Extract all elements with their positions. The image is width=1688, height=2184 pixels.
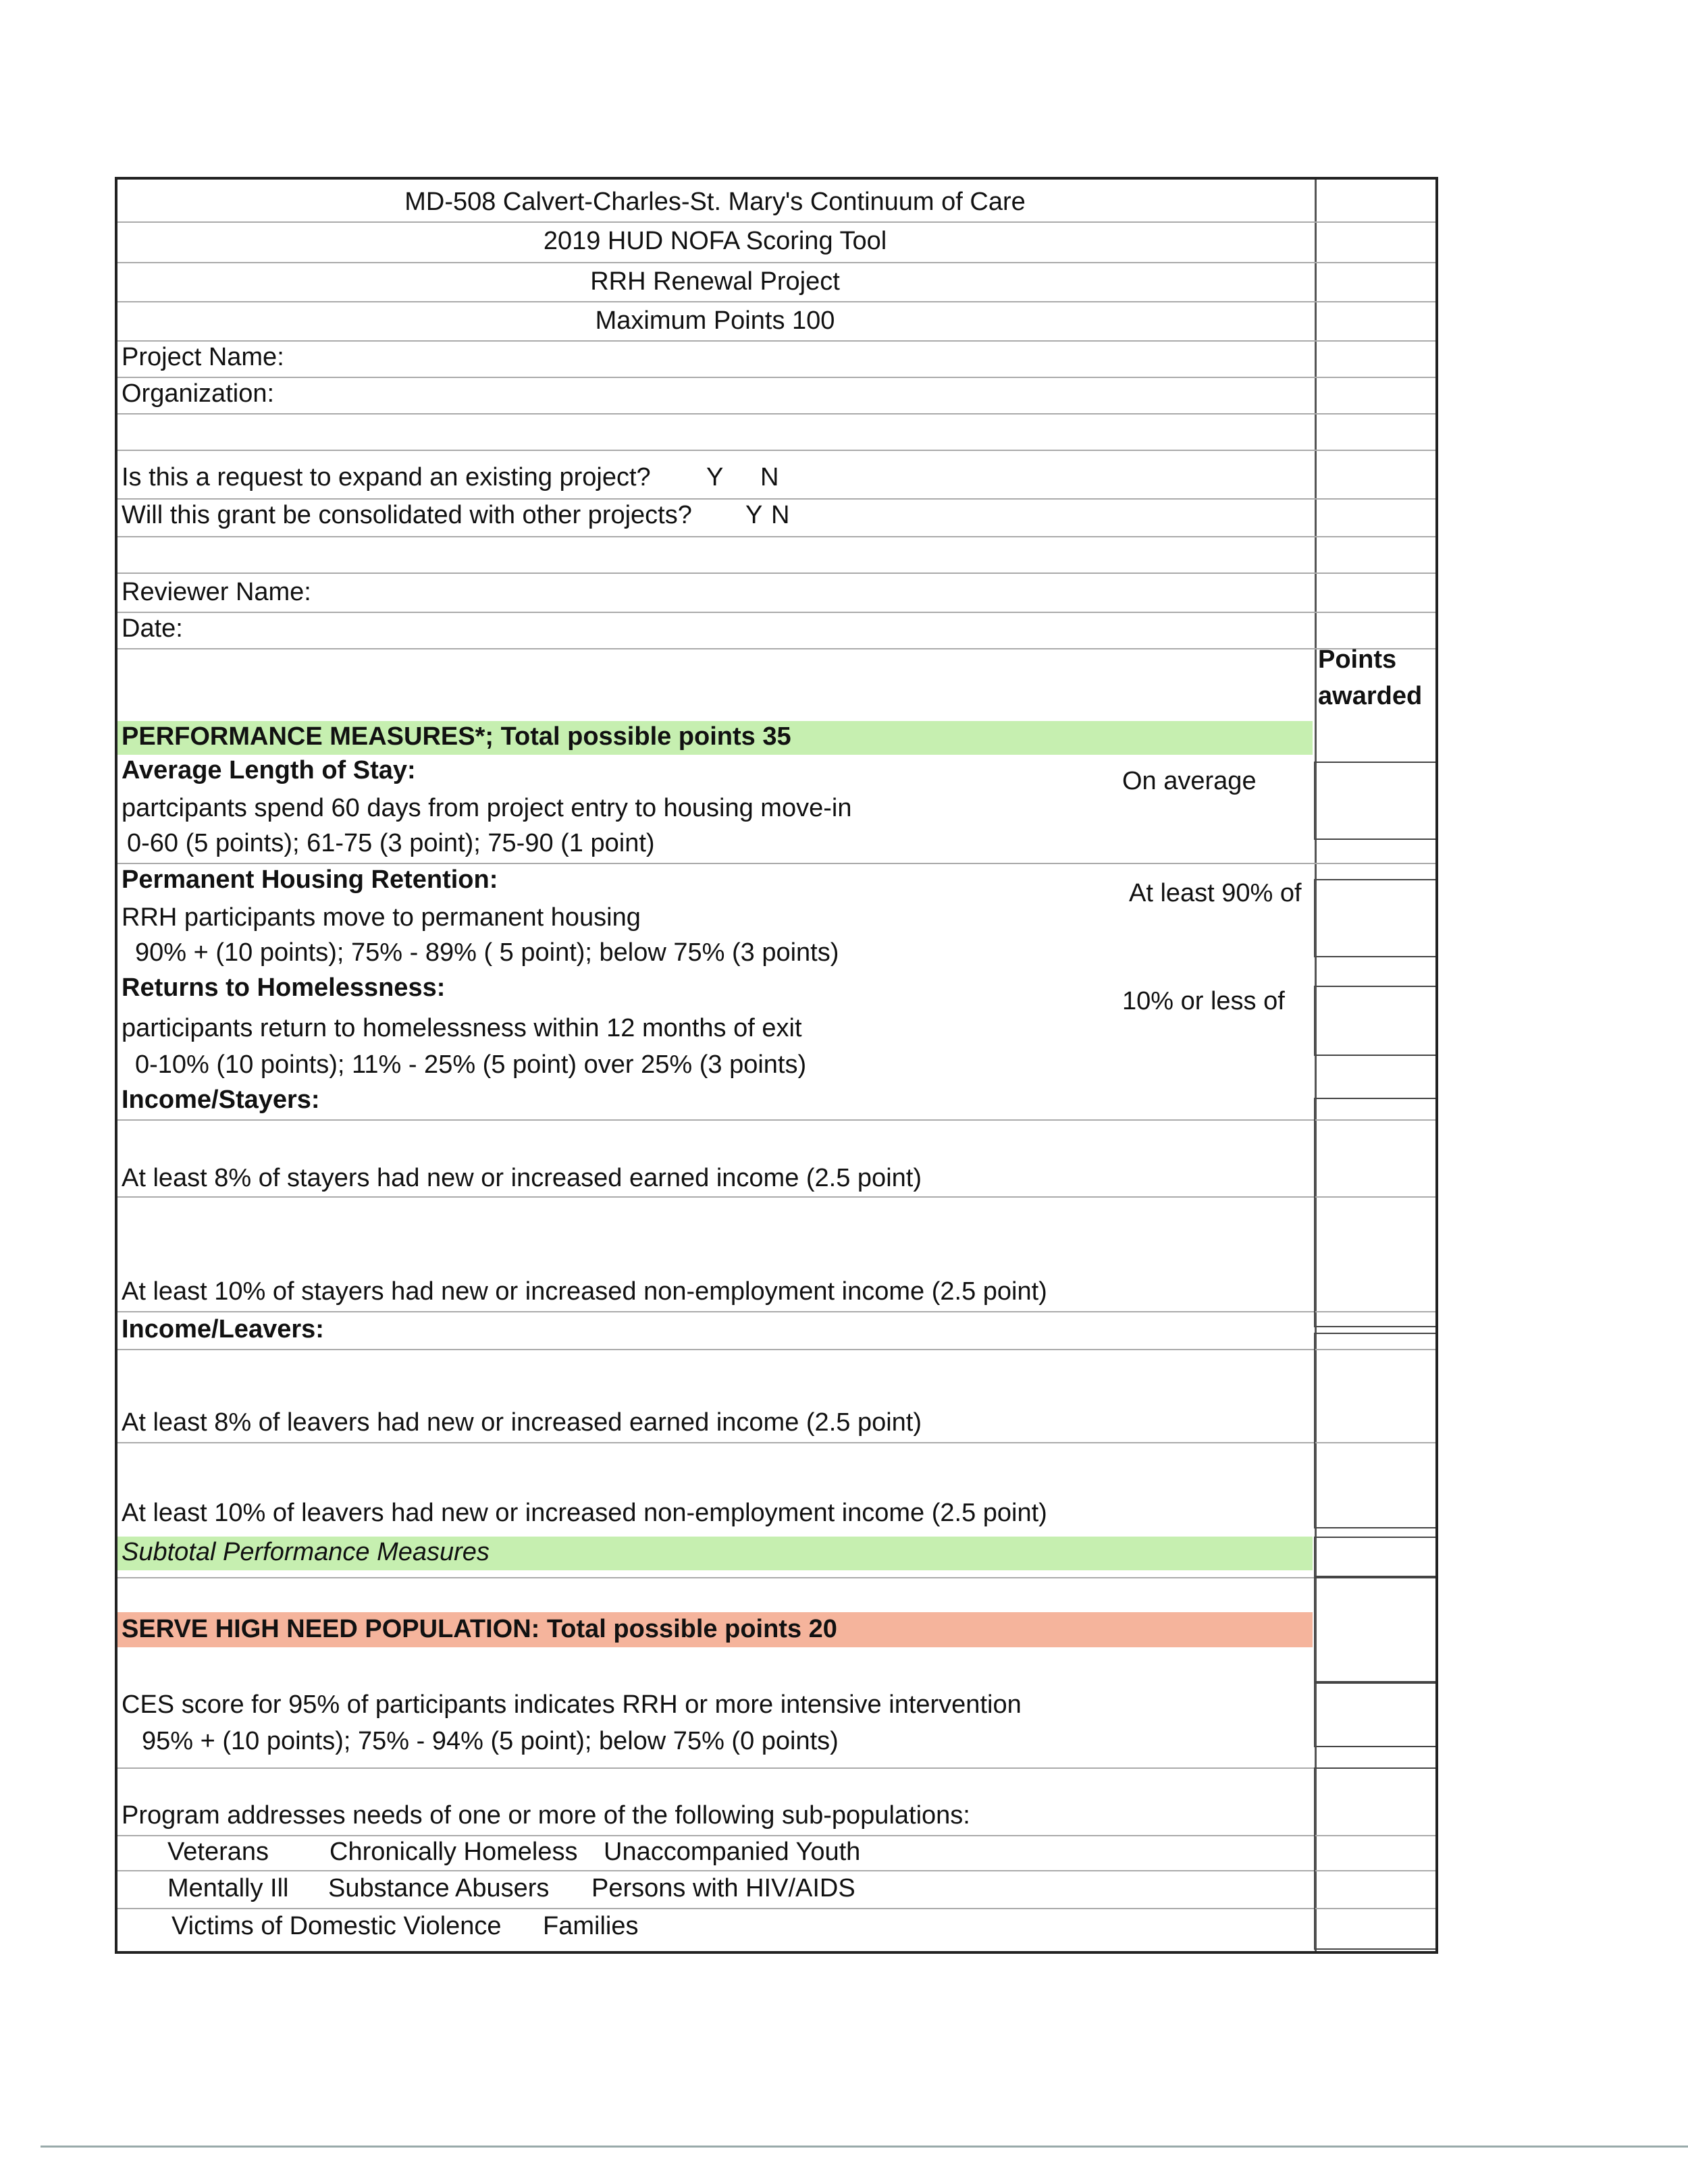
los-points: 0-60 (5 points); 61-75 (3 point); 75-90 (1 point) — [127, 829, 655, 857]
row-divider — [117, 1119, 1435, 1121]
row-divider — [117, 612, 1435, 613]
subtotal-score-box[interactable] — [1314, 1537, 1435, 1577]
leavers-title: Income/Leavers: — [122, 1315, 324, 1343]
row-divider — [117, 1311, 1435, 1312]
header-title: MD-508 Calvert-Charles-St. Mary's Continuum of Care — [404, 188, 1026, 216]
phr-prefix: At least 90% of — [1129, 879, 1302, 907]
phr-text: RRH participants move to permanent housing — [122, 903, 641, 932]
subpop-text: Program addresses needs of one or more of the following sub-populations: — [122, 1801, 970, 1830]
rth-text: participants return to homelessness within 12 months of exit — [122, 1014, 802, 1042]
subpop-veterans: Veterans — [167, 1838, 269, 1866]
stayers-title: Income/Stayers: — [122, 1086, 320, 1114]
subpop-score-box[interactable] — [1314, 1767, 1435, 1950]
los-title: Average Length of Stay: — [122, 756, 416, 784]
ces-points: 95% + (10 points); 75% - 94% (5 point); below 75% (0 points) — [142, 1727, 839, 1755]
rth-score-box[interactable] — [1314, 986, 1435, 1056]
expand-question: Is this a request to expand an existing project? — [122, 463, 651, 491]
subpop-mentally-ill: Mentally Ill — [167, 1874, 289, 1902]
header-project-type: RRH Renewal Project — [590, 267, 840, 296]
row-divider — [117, 1577, 1435, 1578]
date-label: Date: — [122, 614, 183, 643]
leavers-nonemployment-income: At least 10% of leavers had new or increased non-employment income (2.5 point) — [122, 1499, 1047, 1527]
row-divider — [117, 1349, 1435, 1350]
points-header-line2: awarded — [1318, 682, 1423, 710]
row-divider — [117, 863, 1435, 864]
row-divider — [117, 1908, 1435, 1909]
rth-title: Returns to Homelessness: — [122, 974, 446, 1002]
phr-score-box[interactable] — [1314, 879, 1435, 957]
stayers-score-box[interactable] — [1314, 1098, 1435, 1327]
los-prefix: On average — [1122, 767, 1257, 795]
row-divider — [117, 1442, 1435, 1443]
row-divider — [117, 377, 1435, 378]
subpop-substance-abusers: Substance Abusers — [328, 1874, 550, 1902]
row-divider — [117, 1767, 1435, 1769]
row-divider — [117, 648, 1435, 649]
expand-no-option[interactable]: N — [760, 463, 779, 491]
row-divider — [117, 1870, 1435, 1871]
scoring-form — [115, 177, 1438, 1954]
subtotal-performance-label: Subtotal Performance Measures — [122, 1538, 490, 1566]
leavers-earned-income: At least 8% of leavers had new or increased earned income (2.5 point) — [122, 1408, 922, 1437]
reviewer-name-label: Reviewer Name: — [122, 578, 311, 606]
performance-header: PERFORMANCE MEASURES*; Total possible points 35 — [122, 722, 791, 751]
high-need-header: SERVE HIGH NEED POPULATION: Total possible points 20 — [122, 1615, 837, 1643]
scan-edge-line — [41, 2146, 1688, 2148]
consolidate-no-option[interactable]: N — [771, 501, 790, 529]
phr-points: 90% + (10 points); 75% - 89% ( 5 point); below 75% (3 points) — [135, 938, 839, 967]
leavers-score-box[interactable] — [1314, 1333, 1435, 1528]
subpop-domestic-violence: Victims of Domestic Violence — [172, 1912, 502, 1940]
subpop-hiv-aids: Persons with HIV/AIDS — [591, 1874, 855, 1902]
row-divider — [117, 536, 1435, 537]
high-need-header-box — [1314, 1577, 1435, 1682]
expand-yes-option[interactable]: Y — [706, 463, 724, 491]
subpop-unaccompanied-youth: Unaccompanied Youth — [604, 1838, 861, 1866]
points-header-line1: Points — [1318, 645, 1397, 674]
row-divider — [117, 413, 1435, 415]
consolidate-yes-option[interactable]: Y — [745, 501, 763, 529]
ces-text: CES score for 95% of participants indicates RRH or more intensive intervention — [122, 1690, 1022, 1719]
los-text: partcipants spend 60 days from project entry to housing move-in — [122, 794, 852, 822]
header-subtitle: 2019 HUD NOFA Scoring Tool — [543, 227, 887, 255]
subpop-families: Families — [543, 1912, 639, 1940]
consolidate-question: Will this grant be consolidated with other projects? — [122, 501, 692, 529]
row-divider — [117, 498, 1435, 500]
los-score-box[interactable] — [1314, 762, 1435, 840]
row-divider — [117, 450, 1435, 451]
organization-label: Organization: — [122, 379, 275, 408]
row-divider — [117, 301, 1435, 302]
project-name-label: Project Name: — [122, 343, 284, 371]
rth-prefix: 10% or less of — [1122, 987, 1285, 1015]
row-divider — [117, 572, 1435, 574]
row-divider — [117, 340, 1435, 342]
stayers-earned-income: At least 8% of stayers had new or increased earned income (2.5 point) — [122, 1164, 922, 1192]
row-divider — [117, 1196, 1435, 1198]
header-max-points: Maximum Points 100 — [595, 307, 835, 335]
row-divider — [117, 1835, 1435, 1836]
row-divider — [117, 221, 1435, 223]
subpop-chronically-homeless: Chronically Homeless — [329, 1838, 578, 1866]
phr-title: Permanent Housing Retention: — [122, 865, 498, 894]
row-divider — [117, 262, 1435, 263]
rth-points: 0-10% (10 points); 11% - 25% (5 point) over 25% (3 points) — [135, 1050, 807, 1079]
ces-score-box[interactable] — [1314, 1682, 1435, 1747]
stayers-nonemployment-income: At least 10% of stayers had new or increased non-employment income (2.5 point) — [122, 1277, 1047, 1306]
